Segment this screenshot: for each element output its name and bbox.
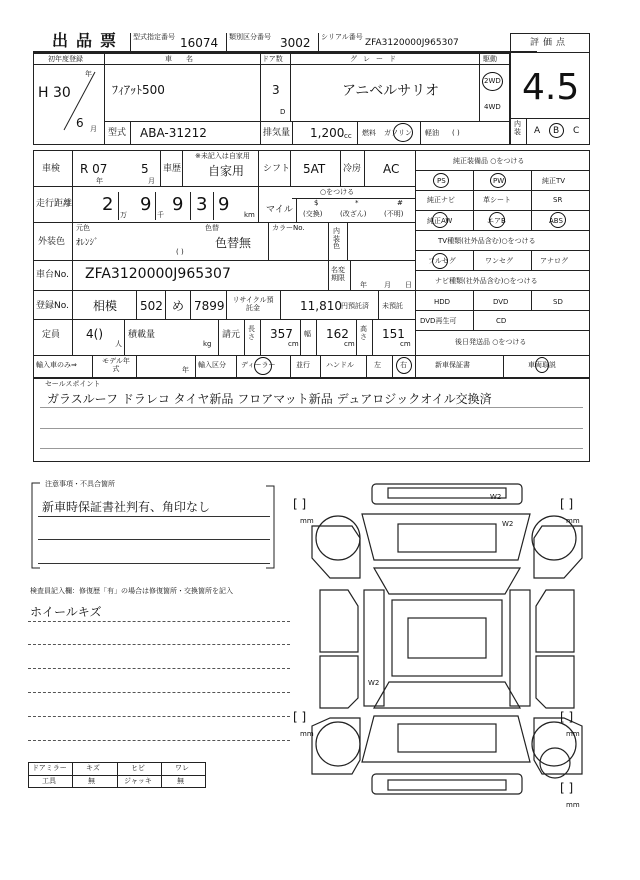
len-value: 357	[270, 327, 293, 341]
shaken-year-suffix: 年	[96, 177, 103, 185]
legend-scratch: キズ	[86, 764, 100, 772]
orig-color-value: ｵﾚﾝｼﾞ	[76, 238, 99, 248]
model-no: 16074	[180, 36, 219, 50]
first-reg-era: H 30	[38, 85, 71, 101]
serial-label: シリアル番号	[321, 33, 363, 41]
plate-class: 502	[140, 299, 163, 313]
form-title: 出品票	[52, 31, 125, 50]
cc-unit: cc	[344, 132, 352, 140]
equip-airbag: エアB	[487, 217, 506, 225]
model-no-label: 型式指定番号	[133, 33, 175, 41]
mileage-d2: 9	[140, 194, 152, 215]
height-value: 151	[382, 327, 405, 341]
equip-ps: PS	[437, 177, 446, 185]
score-value: 4.5	[522, 67, 580, 108]
drive-2wd: 2WD	[484, 77, 501, 85]
tamper-sym: *	[355, 199, 359, 207]
color-no-label: カラーNo.	[272, 224, 305, 232]
mileage-d5: 9	[218, 194, 230, 215]
mileage-label: 走行距離	[36, 199, 73, 209]
type-label: 型式	[108, 128, 127, 138]
displacement-label: 排気量	[263, 128, 291, 138]
legend-jack: ジャッキ	[124, 777, 152, 785]
inspector-label: 検査員記入欄：修復歴「有」の場合は修復箇所・交換箇所を記入	[30, 587, 233, 595]
height-label: 高さ	[360, 325, 367, 341]
mm-front-left: mm	[300, 517, 314, 525]
legend-crack: ヒビ	[131, 764, 145, 772]
bracket-front-right: [ ]	[560, 497, 574, 511]
fuel-other: ( )	[452, 129, 460, 137]
nc-day: 日	[405, 281, 412, 289]
damage-mark-bumper: W2	[490, 493, 502, 501]
mm-spare: mm	[566, 801, 580, 809]
unknown-sym: #	[397, 199, 403, 207]
damage-mark-rear-left-wheel: W2	[368, 679, 380, 687]
swap-sym: $	[314, 199, 319, 207]
interior-a: A	[534, 126, 541, 136]
sales-point-text: ガラスルーフ ドラレコ タイヤ新品 フロアマット新品 デュアロジックオイル交換済	[47, 392, 492, 406]
class-no-label: 類別区分番号	[229, 33, 271, 41]
shaken-month-suffix: 月	[148, 177, 155, 185]
fuel-diesel: 軽油	[425, 129, 439, 137]
bracket-front-left: [ ]	[293, 497, 307, 511]
left-label: 左	[374, 361, 381, 369]
mileage-km: km	[244, 211, 255, 219]
ac-value: AC	[383, 162, 400, 176]
bracket-rear-right: [ ]	[560, 710, 574, 724]
sticker-label: 請元	[222, 330, 241, 340]
attach-label: ○をつける	[320, 188, 355, 196]
unpaid-label: 未預託	[382, 302, 403, 310]
swap-label: (交換)	[303, 210, 323, 218]
import-label: 輸入車のみ⇒	[36, 361, 77, 369]
person-unit: 人	[115, 340, 122, 348]
exterior-label: 外装色	[38, 237, 66, 247]
mileage-d1: 2	[102, 194, 114, 215]
door-type: D	[280, 108, 286, 116]
mm-rear-right: mm	[566, 730, 580, 738]
bracket-spare: [ ]	[560, 781, 574, 795]
len-label: 長さ	[248, 325, 255, 341]
drive-4wd: 4WD	[484, 103, 501, 111]
dvd-play-label: DVD再生可	[420, 317, 457, 325]
tv-analog: アナログ	[540, 257, 568, 265]
grade-label: グレード	[350, 55, 402, 63]
serial-no: ZFA3120000J965307	[365, 38, 459, 48]
mm-rear-left: mm	[300, 730, 314, 738]
int-color-label: 内装色	[333, 227, 340, 251]
mileage-d3: 9	[172, 194, 184, 215]
tv-oneseg: ワンセグ	[485, 257, 513, 265]
ac-label: 冷房	[343, 164, 362, 174]
first-reg-month: 6	[76, 116, 84, 130]
equip-leather: 革シート	[483, 196, 511, 204]
capacity-value: 4()	[86, 327, 103, 341]
grade-value: アニベルサリオ	[342, 83, 440, 99]
later-label: 後日発送品 ○をつける	[455, 338, 527, 346]
shift-label: シフト	[263, 164, 291, 174]
notes-bracket	[28, 482, 278, 572]
mileage-sen: 千	[157, 211, 164, 219]
orig-color-label: 元色	[76, 224, 90, 232]
legend-break: ワレ	[175, 764, 189, 772]
warranty-label: 新車保証書	[435, 361, 470, 369]
fuel-gasoline: ガソリン	[384, 129, 412, 137]
mile-label: マイル	[266, 205, 293, 215]
recycle-unit: 円預託済	[341, 302, 369, 310]
shaken-month: 5	[141, 162, 149, 176]
equip-aw: 純正AW	[427, 217, 453, 225]
parallel-label: 並行	[296, 361, 310, 369]
nav-type-label: ナビ種類(社外品含む)○をつける	[435, 277, 538, 285]
shaken-label: 車検	[42, 164, 61, 174]
nav-hdd: HDD	[434, 298, 451, 306]
month-suffix: 月	[90, 125, 97, 133]
right-label: 右	[400, 361, 407, 369]
vehicle-label: 車名	[165, 55, 207, 63]
mileage-d4: 3	[196, 194, 208, 215]
shift-value: 5AT	[303, 162, 326, 176]
type-value: ABA-31212	[140, 126, 207, 140]
model-year-unit: 年	[182, 366, 189, 374]
cd-label: CD	[496, 317, 507, 325]
tv-type-label: TV種類(社外品含む)○をつける	[438, 237, 536, 245]
mileage-man: 万	[120, 211, 127, 219]
import-class-label: 輸入区分	[198, 361, 226, 369]
plate-area: 相模	[93, 299, 118, 313]
recycle-label: リサイクル預託金	[232, 296, 274, 313]
history-label: 車歴	[163, 164, 182, 174]
model-year-label: モデル年式	[102, 357, 130, 374]
equip-sr: SR	[553, 196, 563, 204]
equip-navi: 純正ナビ	[427, 196, 455, 204]
bracket-rear-left: [ ]	[293, 710, 307, 724]
handle-label: ハンドル	[326, 361, 354, 369]
width-unit: cm	[344, 340, 355, 348]
nc-month: 月	[384, 281, 391, 289]
genuine-label: 純正装備品 ○をつける	[453, 157, 525, 165]
history-note: ※未記入は自家用	[195, 152, 250, 160]
damage-mark-front-right-wheel: W2	[502, 520, 514, 528]
displacement-value: 1,200	[310, 126, 345, 140]
nav-sd: SD	[553, 298, 563, 306]
manual-label: 車両取説	[528, 361, 556, 369]
legend-tools-value: 無	[88, 777, 95, 785]
repaint-label: 色替	[205, 224, 219, 232]
load-label: 積載量	[128, 330, 156, 340]
history-value: 自家用	[208, 164, 245, 178]
interior-label: 内装	[514, 120, 521, 136]
legend-tools: 工具	[42, 777, 56, 785]
chassis-label: 車台No.	[36, 270, 69, 280]
height-unit: cm	[400, 340, 411, 348]
dealer-label: ディーラー	[241, 361, 276, 369]
capacity-label: 定員	[42, 330, 61, 340]
nc-year: 年	[360, 281, 367, 289]
interior-c: C	[573, 126, 580, 136]
recycle-amount: 11,810	[300, 299, 342, 313]
first-reg-label: 初年度登録	[48, 55, 83, 63]
shaken-value: R 07	[80, 162, 108, 176]
doors-value: 3	[272, 83, 280, 97]
chassis-value: ZFA3120000J965307	[85, 266, 231, 282]
legend-door-mirror: ドアミラー	[32, 764, 67, 772]
notes-text: 新車時保証書社判有、角印なし	[42, 500, 211, 514]
plate-label: 登録No.	[36, 301, 69, 311]
equip-pw: PW	[493, 177, 505, 185]
name-change-label: 名変期限	[331, 266, 345, 283]
kg-unit: kg	[203, 340, 212, 348]
equip-tv: 純正TV	[542, 177, 566, 185]
interior-b: B	[553, 126, 560, 136]
tv-fullseg: フルセグ	[428, 257, 456, 265]
year-suffix: 年	[85, 70, 92, 78]
unknown-label: (不明)	[384, 210, 404, 218]
score-label: 評価点	[530, 38, 570, 48]
tamper-label: (改ざん)	[340, 210, 367, 218]
mm-front-right: mm	[566, 517, 580, 525]
vehicle-name: ﾌｨｱｯﾄ500	[112, 83, 165, 97]
sales-point-box	[33, 378, 590, 462]
repaint-paren: ( )	[176, 248, 184, 256]
len-unit: cm	[288, 340, 299, 348]
legend-jack-value: 無	[177, 777, 184, 785]
car-damage-diagram	[290, 478, 610, 808]
plate-kana: め	[172, 299, 185, 313]
drive-label: 駆動	[483, 55, 497, 63]
repaint-value: 色替無	[215, 236, 252, 250]
inspector-text: ホイールキズ	[30, 605, 102, 619]
width-value: 162	[326, 327, 349, 341]
equip-abs: ABS	[549, 217, 563, 225]
class-no: 3002	[280, 36, 311, 50]
sales-point-label: セールスポイント	[45, 380, 101, 388]
plate-num: 7899	[194, 299, 225, 313]
width-label: 幅	[304, 330, 311, 338]
doors-label: ドア数	[262, 55, 283, 63]
nav-dvd: DVD	[493, 298, 509, 306]
fuel-label: 燃料	[362, 129, 376, 137]
notes-label: 注意事項・不具合箇所	[45, 480, 115, 488]
